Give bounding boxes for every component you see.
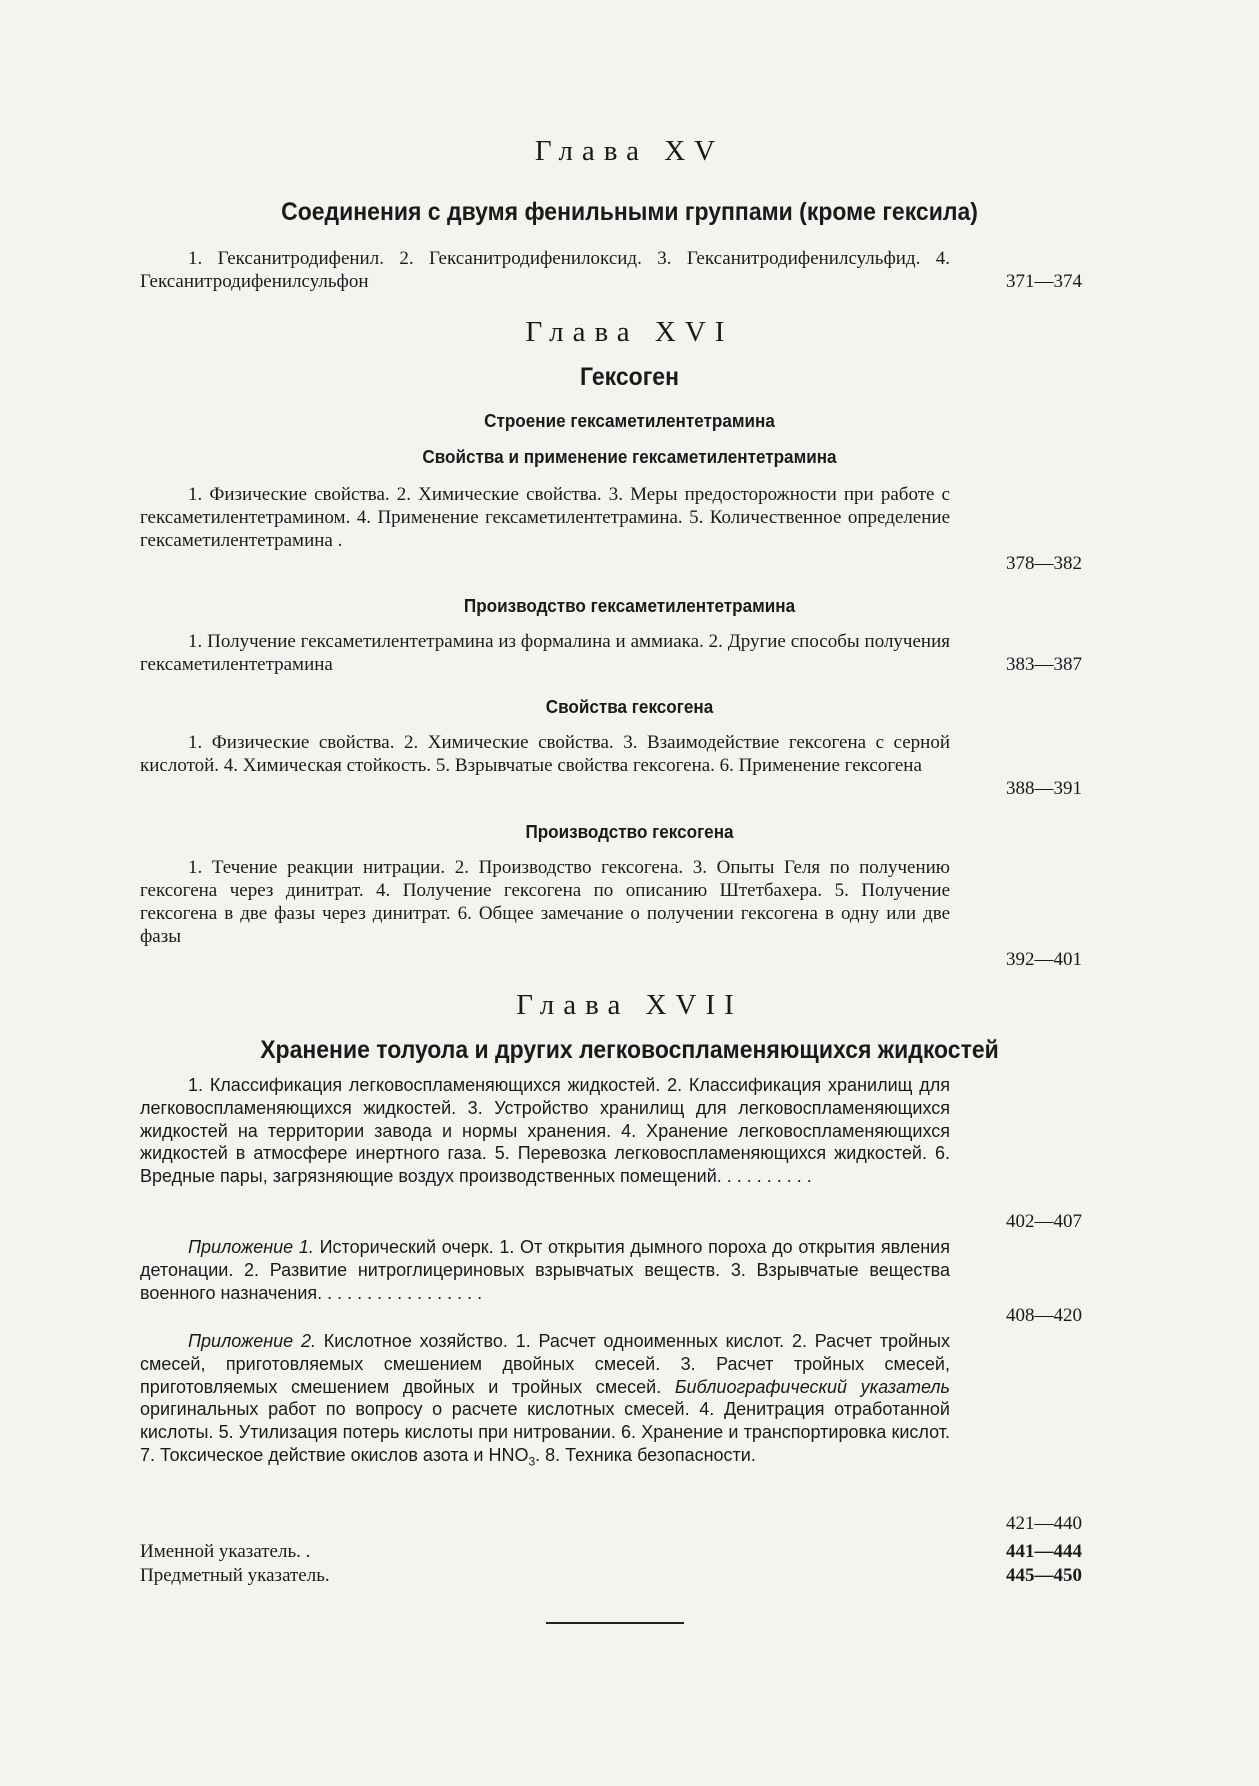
chapter-17-pages: 402—407 <box>1006 1211 1082 1232</box>
appendix-2-text-1: Кислотное хозяйство. 1. Расчет одноименных кислот. 2. Расчет тройных смесей, приготовляемых смешением двойных смесей. 3. Расчет тройных смесей, приготовляемых смешением двойных и тройных смесей. <box>140 1331 950 1397</box>
section-properties-hmta-head: Свойства и применение гексаметилентетрамина <box>422 447 837 467</box>
chapter-17-title: Хранение толуола и других легковоспламеняющихся жидкостей <box>260 1036 999 1064</box>
appendix-2-entry <box>140 1330 950 1473</box>
section-production-hmta-pages: 383—387 <box>1006 654 1082 675</box>
chapter-16-label: Глава XVI <box>525 316 734 348</box>
appendix-2-text-3: . 8. Техника безопасности. <box>535 1444 756 1465</box>
section-properties-hexogen-pages: 388—391 <box>1006 778 1082 799</box>
chapter-15-entry: 1. Гексанитродифенил. 2. Гексанитродифенилоксид. 3. Гексанитродифенилсульфид. 4. Гексанитродифенилсульфон <box>140 248 950 292</box>
section-properties-hexogen-entry: 1. Физические свойства. 2. Химические свойства. 3. Взаимодействие гексогена с серной кислотой. 4. Химическая стойкость. 5. Взрывчатые свойства гексогена. 6. Применение гексогена <box>140 732 950 776</box>
section-production-hmta-head: Производство гексаметилентетрамина <box>463 596 796 616</box>
appendix-1-label: Приложение 1. <box>188 1237 314 1257</box>
chapter-17-label: Глава XVII <box>516 989 743 1021</box>
name-index-pages: 441—444 <box>1006 1541 1082 1562</box>
section-properties-hexogen-head: Свойства гексогена <box>545 697 714 717</box>
section-production-hexogen-pages: 392—401 <box>1006 949 1082 970</box>
name-index-label: Именной указатель. . <box>140 1541 311 1562</box>
appendix-2-biblio: Библиографический указатель <box>674 1376 950 1397</box>
section-production-hmta-entry: 1. Получение гексаметилентетрамина из формалина и аммиака. 2. Другие способы получения гексаметилентетрамина <box>140 631 950 675</box>
section-production-hexogen-head: Производство гексогена <box>525 822 734 842</box>
chapter-15-title: Соединения с двумя фенильными группами (кроме гексила) <box>281 198 978 226</box>
subject-index-label: Предметный указатель. <box>140 1565 330 1586</box>
chapter-17-entry: 1. Классификация легковоспламеняющихся жидкостей. 2. Классификация хранилищ для легковоспламеняющихся жидкостей. 3. Устройство хранилищ для легковоспламеняющихся жидкостей на территории завода и нормы хранения. 4. Хранение легковоспламеняющихся жидкостей в атмосфере инертного газа. 5. Перевозка легковоспламеняющихся жидкостей. 6. Вредные пары, загрязняющие воздух производственных помещений. . . . . . . . . . <box>140 1075 950 1187</box>
appendix-1-pages: 408—420 <box>1006 1305 1082 1326</box>
chapter-15-label: Глава XV <box>534 135 725 167</box>
chapter-15-pages: 371—374 <box>1006 271 1082 292</box>
section-production-hexogen-entry: 1. Течение реакции нитрации. 2. Производство гексогена. 3. Опыты Геля по получению гексогена через динитрат. 4. Получение гексогена по описанию Штетбахера. 5. Получение гексогена в две фазы через динитрат. 6. Общее замечание о получении гексогена в одну или две фазы <box>140 857 950 947</box>
end-rule <box>546 1622 684 1624</box>
subject-index-pages: 445—450 <box>1006 1565 1082 1586</box>
section-structure-head: Строение гексаметилентетрамина <box>484 411 775 431</box>
chapter-16-title: Гексоген <box>580 363 679 391</box>
section-properties-hmta-pages: 378—382 <box>1006 553 1082 574</box>
appendix-1-entry <box>140 1236 950 1304</box>
appendix-2-pages: 421—440 <box>1006 1513 1082 1534</box>
appendix-2-text-2: оригинальных работ по вопросу о расчете кислотных смесей. 4. Денитрация отработанной кислоты. 5. Утилизация потерь кислоты при нитровании. 6. Хранение и транспортировка кислот. 7. Токсическое действие окислов азота и HNO <box>140 1399 950 1465</box>
appendix-2-label: Приложение 2. <box>188 1331 316 1351</box>
appendix-1-text: Исторический очерк. 1. От открытия дымного пороха до открытия явления детонации. 2. Развитие нитроглицериновых взрывчатых веществ. 3. Взрывчатые вещества военного назначения. . . . . . . . . . . . . . . . . <box>140 1237 950 1303</box>
section-properties-hmta-entry: 1. Физические свойства. 2. Химические свойства. 3. Меры предосторожности при работе с гексаметилентетрамином. 4. Применение гексаметилентетрамина. 5. Количественное определение гексаметилентетрамина . <box>140 484 950 551</box>
appendix-2-subscript: 3 <box>528 1454 536 1469</box>
